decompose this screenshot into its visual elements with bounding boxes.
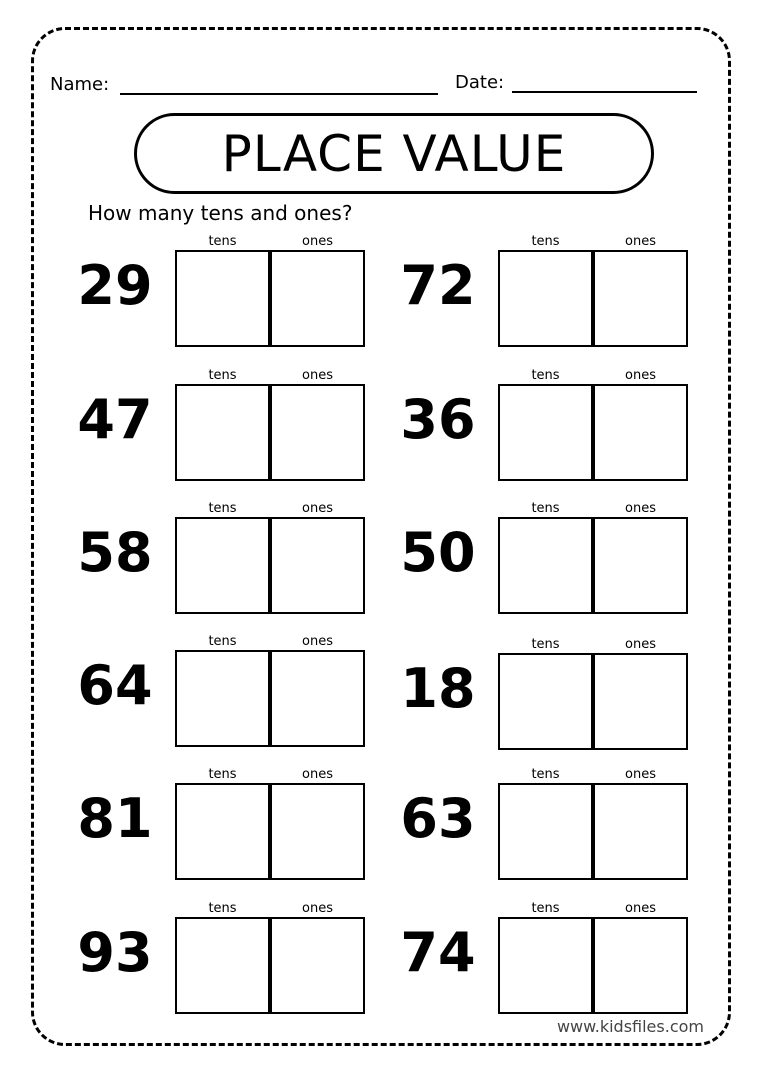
tens-label: tens [208,634,237,649]
problem [65,902,385,1032]
ones-label: ones [302,234,333,249]
ones-box[interactable] [270,650,365,747]
date-label: Date: [455,72,505,93]
ones-box[interactable] [270,250,365,347]
problem [65,768,385,898]
ones-label: ones [625,901,656,916]
number: 64 [77,654,153,717]
problem [65,369,385,499]
tens-label: tens [208,767,237,782]
number: 93 [77,921,153,984]
number: 47 [77,388,153,451]
tens-label: tens [531,901,560,916]
problem [388,235,708,365]
tens-box[interactable] [175,517,270,614]
number: 18 [400,657,476,720]
name-label: Name: [50,74,110,95]
problem [65,502,385,632]
tens-box[interactable] [175,250,270,347]
ones-box[interactable] [593,384,688,481]
tens-box[interactable] [498,653,593,750]
tens-label: tens [208,901,237,916]
problem [388,768,708,898]
ones-label: ones [625,501,656,516]
tens-box[interactable] [175,783,270,880]
tens-label: tens [531,234,560,249]
page-title: PLACE VALUE [221,124,567,183]
instruction: How many tens and ones? [88,201,353,225]
ones-label: ones [302,901,333,916]
number: 72 [400,254,476,317]
ones-label: ones [302,368,333,383]
ones-label: ones [625,234,656,249]
ones-label: ones [625,368,656,383]
ones-box[interactable] [270,517,365,614]
tens-label: tens [208,234,237,249]
tens-label: tens [531,637,560,652]
tens-box[interactable] [175,650,270,747]
tens-box[interactable] [175,917,270,1014]
ones-label: ones [302,767,333,782]
tens-box[interactable] [498,517,593,614]
date-line[interactable] [512,91,697,93]
number: 50 [400,521,476,584]
problem [388,902,708,1032]
problem [65,635,385,765]
ones-label: ones [302,501,333,516]
tens-box[interactable] [498,250,593,347]
footer-url: www.kidsfiles.com [556,1017,704,1036]
number: 29 [77,254,153,317]
ones-label: ones [302,634,333,649]
number: 63 [400,787,476,850]
ones-box[interactable] [270,917,365,1014]
tens-label: tens [208,368,237,383]
name-line[interactable] [120,93,438,95]
ones-box[interactable] [593,653,688,750]
ones-box[interactable] [593,783,688,880]
tens-box[interactable] [175,384,270,481]
ones-box[interactable] [593,917,688,1014]
tens-label: tens [531,767,560,782]
number: 36 [400,388,476,451]
tens-label: tens [208,501,237,516]
problem [65,235,385,365]
problem [388,369,708,499]
tens-label: tens [531,368,560,383]
title-banner [134,113,654,194]
ones-box[interactable] [593,517,688,614]
problem [388,638,708,768]
ones-label: ones [625,767,656,782]
number: 81 [77,787,153,850]
ones-box[interactable] [593,250,688,347]
number: 58 [77,521,153,584]
ones-box[interactable] [270,783,365,880]
number: 74 [400,921,476,984]
ones-label: ones [625,637,656,652]
tens-box[interactable] [498,384,593,481]
tens-box[interactable] [498,783,593,880]
tens-label: tens [531,501,560,516]
tens-box[interactable] [498,917,593,1014]
ones-box[interactable] [270,384,365,481]
problem [388,502,708,632]
